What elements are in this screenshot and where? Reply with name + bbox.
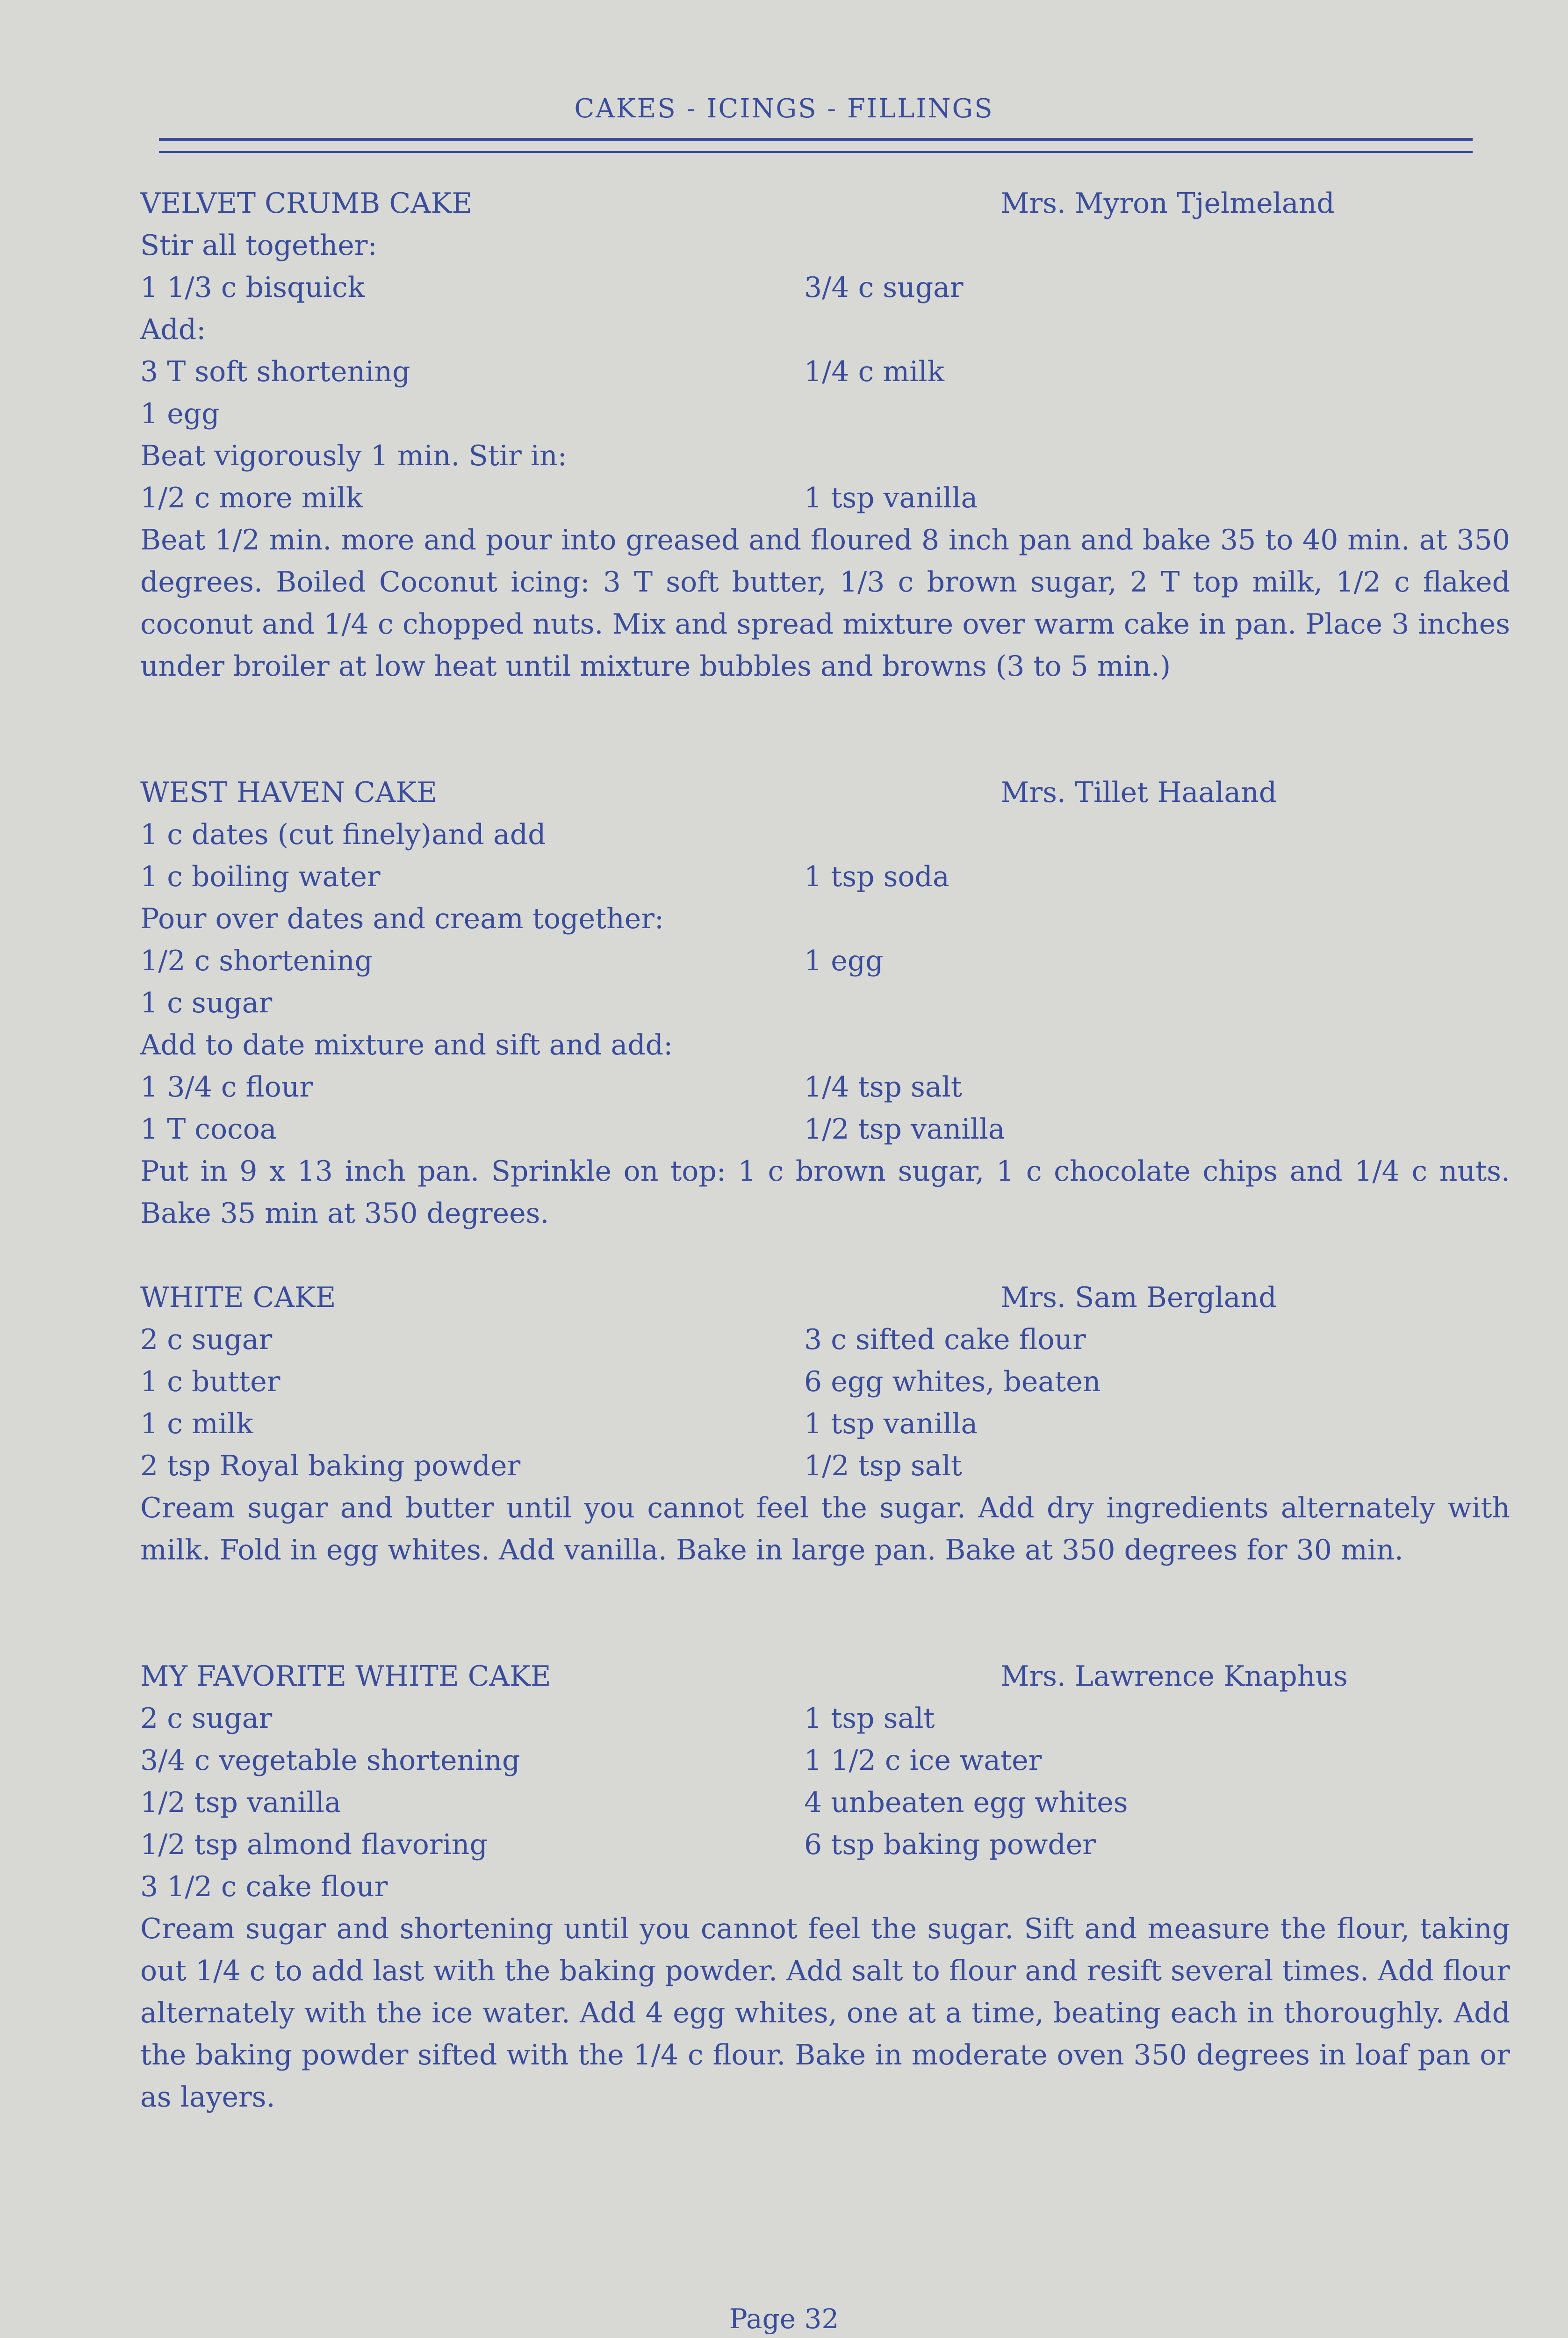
ingredient-row [140, 1066, 1510, 1108]
ingredient-right: 1 tsp salt [804, 1702, 935, 1735]
ingredient-left: Beat vigorously 1 min. Stir in: [140, 440, 567, 472]
ingredient-right: 6 tsp baking powder [804, 1828, 1096, 1861]
ingredient-right: 3/4 c sugar [804, 271, 964, 304]
ingredient-left: 1 c sugar [140, 987, 273, 1019]
ingredient-row [140, 224, 1510, 267]
recipe-title: WEST HAVEN CAKE [140, 776, 437, 809]
ingredient-left: Stir all together: [140, 229, 377, 262]
recipe-title-row [140, 1655, 1510, 1697]
header-double-rule [159, 138, 1473, 153]
recipe-west-haven-cake [140, 772, 1510, 1234]
ingredient-left: 1/2 tsp almond flavoring [140, 1828, 488, 1861]
ingredient-left: 1/2 c shortening [140, 945, 373, 977]
recipe-my-favorite-white-cake [140, 1655, 1510, 2118]
recipe-author: Mrs. Tillet Haaland [1000, 776, 1277, 809]
ingredient-left: 1/2 tsp vanilla [140, 1786, 341, 1819]
ingredient-row [140, 814, 1510, 856]
ingredient-right: 1 tsp vanilla [804, 1407, 978, 1440]
ingredient-left: 1 c milk [140, 1407, 253, 1440]
ingredient-left: 1 T cocoa [140, 1113, 277, 1146]
ingredient-left: 2 c sugar [140, 1323, 273, 1356]
ingredient-left: Pour over dates and cream together: [140, 902, 664, 935]
recipe-title-row [140, 772, 1510, 814]
ingredient-row [140, 1319, 1510, 1361]
ingredient-right: 1 1/2 c ice water [804, 1744, 1042, 1777]
ingredient-row [140, 393, 1510, 435]
ingredient-left: Add to date mixture and sift and add: [140, 1029, 673, 1061]
ingredient-row [140, 1445, 1510, 1487]
ingredient-right: 1/4 c milk [804, 355, 944, 388]
recipe-title: VELVET CRUMB CAKE [140, 187, 473, 220]
ingredient-left: 1/2 c more milk [140, 482, 363, 514]
ingredient-right: 1 tsp soda [804, 860, 949, 893]
ingredient-right: 1 egg [804, 945, 884, 977]
ingredient-row [140, 856, 1510, 898]
ingredient-left: 1 1/3 c bisquick [140, 271, 365, 304]
ingredient-row [140, 1108, 1510, 1150]
ingredient-left: 2 tsp Royal baking powder [140, 1450, 521, 1482]
ingredient-row [140, 267, 1510, 309]
ingredient-left: 3 1/2 c cake flour [140, 1870, 388, 1903]
ingredient-row [140, 477, 1510, 519]
ingredient-left: 3 T soft shortening [140, 355, 410, 388]
page-number: Page 32 [729, 2303, 839, 2335]
ingredient-row [140, 351, 1510, 393]
recipe-author: Mrs. Lawrence Knaphus [1000, 1660, 1348, 1693]
ingredient-row [140, 1361, 1510, 1403]
recipe-velvet-crumb-cake [140, 182, 1510, 687]
recipe-title: MY FAVORITE WHITE CAKE [140, 1660, 551, 1693]
ingredient-row [140, 1824, 1510, 1866]
recipe-instructions: Put in 9 x 13 inch pan. Sprinkle on top: 1 c brown sugar, 1 c chocolate chips and 1/4 c nuts. Bake 35 min at 350 degrees. [140, 1155, 1510, 1230]
recipe-author: Mrs. Sam Bergland [1000, 1281, 1277, 1314]
ingredient-row [140, 435, 1510, 477]
recipe-author: Mrs. Myron Tjelmeland [1000, 187, 1335, 220]
ingredient-right: 3 c sifted cake flour [804, 1323, 1086, 1356]
recipe-title: WHITE CAKE [140, 1281, 336, 1314]
recipe-white-cake [140, 1277, 1510, 1571]
ingredient-right: 6 egg whites, beaten [804, 1365, 1101, 1398]
ingredient-row [140, 940, 1510, 982]
ingredient-left: 1 c dates (cut finely)and add [140, 818, 546, 851]
ingredient-row [140, 1739, 1510, 1782]
recipe-title-row [140, 1277, 1510, 1319]
ingredient-left: 1 c butter [140, 1365, 281, 1398]
ingredient-left: 1 egg [140, 397, 220, 430]
ingredient-row [140, 1866, 1510, 1908]
ingredient-right: 1/2 tsp salt [804, 1450, 962, 1482]
recipe-instructions: Cream sugar and butter until you cannot feel the sugar. Add dry ingredients alternately with milk. Fold in egg whites. Add vanilla. Bake in large pan. Bake at 350 degrees for 30 min. [140, 1492, 1510, 1566]
ingredient-right: 1 tsp vanilla [804, 482, 978, 514]
ingredient-left: 1 c boiling water [140, 860, 381, 893]
ingredient-row [140, 982, 1510, 1024]
ingredient-row [140, 1024, 1510, 1066]
recipe-instructions: Beat 1/2 min. more and pour into greased and floured 8 inch pan and bake 35 to 40 min. at 350 degrees. Boiled Coconut icing: 3 T soft butter, 1/3 c brown sugar, 2 T top milk, 1/2 c flaked coconut and 1/4 c chopped nuts. Mix and spread mixture over warm cake in pan. Place 3 inches under broiler at low heat until mixture bubbles and browns (3 to 5 min.) [140, 524, 1510, 683]
ingredient-row [140, 1782, 1510, 1824]
ingredient-left: 3/4 c vegetable shortening [140, 1744, 520, 1777]
ingredient-right: 1/2 tsp vanilla [804, 1113, 1005, 1146]
ingredient-row [140, 898, 1510, 940]
recipe-instructions: Cream sugar and shortening until you cannot feel the sugar. Sift and measure the flour, taking out 1/4 c to add last with the baking powder. Add salt to flour and resift several times. Add flour alternately with the ice water. Add 4 egg whites, one at a time, beating each in thoroughly. Add the baking powder sifted with the 1/4 c flour. Bake in moderate oven 350 degrees in loaf pan or as layers. [140, 1912, 1510, 2114]
ingredient-left: Add: [140, 313, 206, 346]
page-header: CAKES - ICINGS - FILLINGS [574, 94, 994, 124]
ingredient-right: 4 unbeaten egg whites [804, 1786, 1128, 1819]
ingredient-left: 1 3/4 c flour [140, 1071, 313, 1104]
ingredient-left: 2 c sugar [140, 1702, 273, 1735]
ingredient-row [140, 1403, 1510, 1445]
ingredient-right: 1/4 tsp salt [804, 1071, 962, 1104]
recipe-title-row [140, 182, 1510, 224]
ingredient-row [140, 1697, 1510, 1739]
ingredient-row [140, 309, 1510, 351]
